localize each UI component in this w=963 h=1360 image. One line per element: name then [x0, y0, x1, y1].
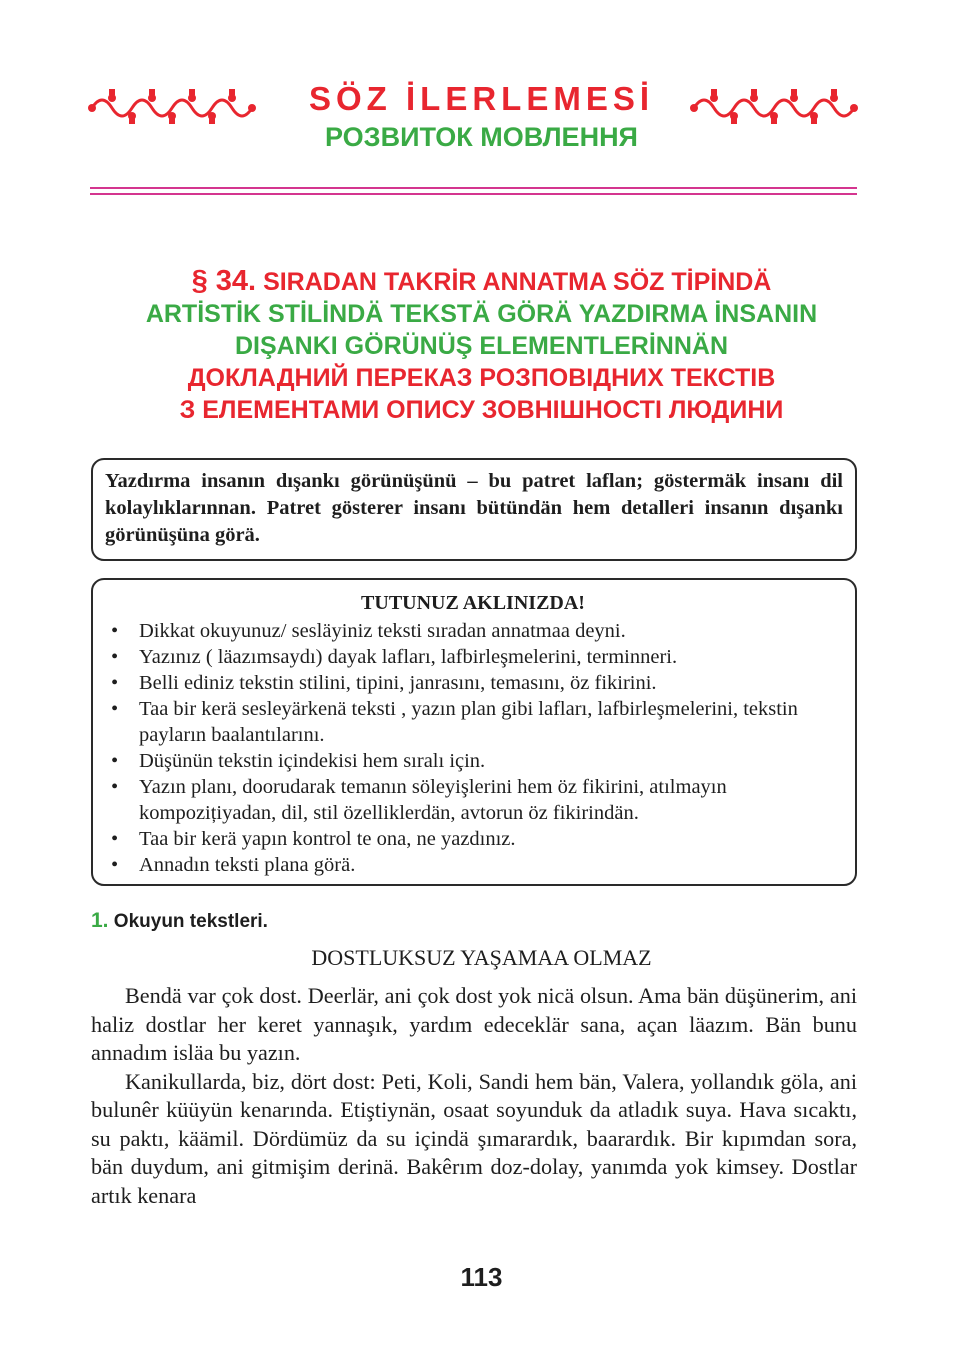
list-item: • Belli ediniz tekstin stilini, tipini, janrasını, temasını, öz fikirini. [111, 672, 657, 694]
list-item: • Taa bir kerä sesleyärkenä teksti , yazın plan gibi lafları, lafbirleşmelerini, tekstin payların baalantılarını. [111, 698, 798, 746]
bullet-icon: • [111, 854, 119, 876]
reminder-list [105, 618, 841, 878]
list-item: • Düşünün tekstin içindekisi hem sıralı için. [111, 750, 486, 772]
task-number: 1. [91, 909, 109, 932]
bullet-icon: • [111, 828, 119, 850]
list-item: • Yazınız ( läazımsaydı) dayak lafları, lafbirleşmelerini, terminneri. [111, 646, 678, 668]
list-item: • Taa bir kerä yapın kontrol te ona, ne yazdınız. [111, 828, 516, 850]
bullet-icon: • [111, 698, 119, 720]
bullet-icon: • [111, 776, 119, 798]
lesson-heading [60, 265, 903, 426]
reminder-box [91, 578, 857, 886]
definition-text: Yazdırma insanın dışankı görünüşünü – bu patret laflan; göstermäk insanı dil kolaylıklarınnan. Patret gösterer insanı bütündän hem detalleri insanın dışankı görünüşüna görä. [105, 470, 843, 546]
story-paragraph-1: Bendä var çok dost. Deerlär, ani çok dost yok nicä olsun. Ama bän düşünerim, ani haliz dostlar her keret yannaşık, yardım edeceklär sana, açan läazım. Bän bunu annadım isläa bu yazın. [91, 983, 857, 1065]
task-text: Okuyun tekstleri. [113, 911, 268, 932]
list-item: • Annadın teksti plana görä. [111, 854, 356, 876]
reminder-title: TUTUNUZ AKLINIZDA! [361, 592, 585, 614]
section-title: SÖZ İLERLEMESİ [308, 80, 655, 117]
heading-gagauz-line-3: DIŞANKI GÖRÜNÜŞ ELEMENTLERİNNÄN [234, 332, 729, 360]
header-rule-bottom [90, 193, 857, 195]
story-title: DOSTLUKSUZ YAŞAMAA OLMAZ [311, 945, 652, 970]
definition-box [91, 458, 857, 561]
list-item: • Yazın planı, doorudarak temanın söleyişlerini hem öz fikirini, atılmayın kompozițiyadan, dil, stil özelliklerdän, avtorun öz fikirindän. [111, 776, 727, 824]
paragraph-number: § 34. [191, 265, 257, 297]
heading-gagauz-line-2: ARTİSTİK STİLİNDÄ TEKSTÄ GÖRÄ YAZDIRMA İNSANIN [145, 300, 818, 328]
bullet-icon: • [111, 750, 119, 772]
story-paragraph-2: Kanikullarda, biz, dört dost: Peti, Koli, Sandi hem bän, Valera, yollandık göla, ani bulunêr küüyün kenarında. Etiştiynän, osaat soyunduk da atladık suya. Hava sıcaktı, su paktı, käämil. Dördümüz da su içindä şımarardık, baarardık. Bir kıpımdan sora, bän duydum, ani gitmişim derinä. Bakêrım doz-dolay, yanımda yok kimsey. Dostlar artık kenara [91, 1068, 857, 1208]
page-number: 113 [460, 1262, 503, 1292]
heading-ukrainian-line-1: ДОКЛАДНИЙ ПЕРЕКАЗ РОЗПОВІДНИХ ТЕКСТІВ [187, 364, 776, 392]
bullet-icon: • [111, 672, 119, 694]
bullet-icon: • [111, 646, 119, 668]
heading-gagauz-line-1: SIRADAN TAKRİR ANNATMA SÖZ TİPİNDÄ [263, 268, 772, 296]
section-subtitle: РОЗВИТОК МОВЛЕННЯ [325, 122, 638, 152]
list-item: • Dikkat okuyunuz/ sesläyiniz teksti sıradan annatmaa deyni. [111, 620, 626, 642]
bullet-icon: • [111, 620, 119, 642]
right-flower-ornament-icon [690, 84, 860, 126]
heading-ukrainian-line-2: З ЕЛЕМЕНТАМИ ОПИСУ ЗОВНІШНОСТІ ЛЮДИНИ [179, 396, 784, 424]
task-heading [91, 909, 268, 933]
header-rule-top [90, 187, 857, 189]
story-body [91, 982, 857, 1210]
